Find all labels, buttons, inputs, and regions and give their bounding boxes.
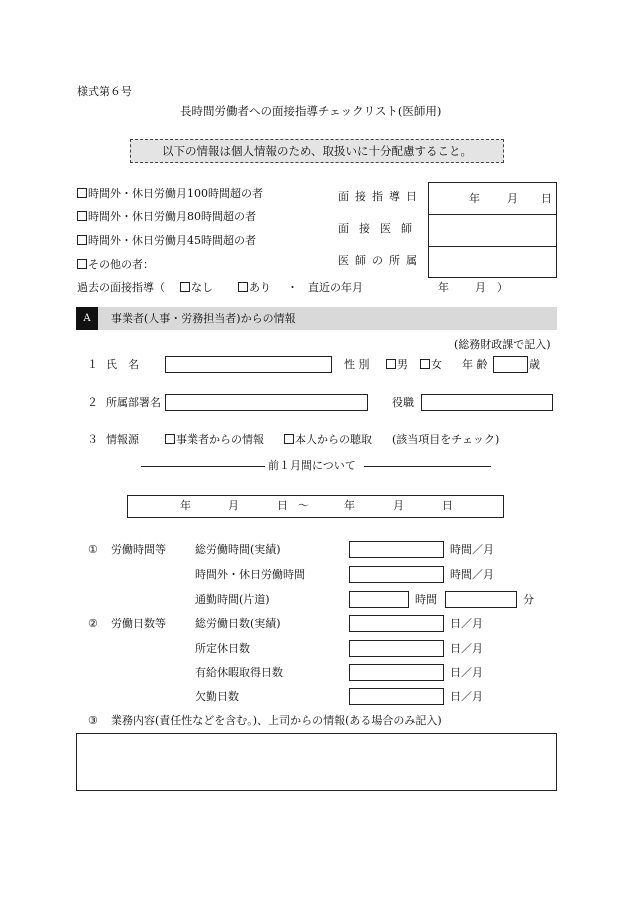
checkbox[interactable]	[77, 211, 87, 221]
source-self[interactable]	[284, 433, 372, 447]
paid-leave-input[interactable]	[349, 664, 444, 681]
option-label: 本人からの聴取	[295, 433, 372, 446]
job-content-textarea[interactable]	[76, 733, 557, 791]
criteria-other[interactable]	[77, 258, 154, 272]
date-year: 年	[469, 192, 480, 205]
period-start-month: 月	[228, 499, 239, 512]
section-a-title: 事業者(人事・労務担当者)からの情報	[111, 312, 296, 325]
total-days-unit: 日／月	[450, 617, 483, 630]
page-title: 長時間労働者への面接指導チェックリスト(医師用)	[180, 104, 442, 118]
work-days-label: 労働日数等	[111, 617, 166, 630]
checkbox[interactable]	[180, 282, 190, 292]
checkbox[interactable]	[386, 359, 396, 369]
past-guidance-label: 過去の面接指導（	[77, 281, 165, 294]
period-tilde: ～	[298, 499, 309, 512]
checkbox[interactable]	[420, 359, 430, 369]
form-number: 様式第６号	[77, 85, 132, 98]
recent-month: 月	[475, 281, 486, 294]
commute-minutes-input[interactable]	[445, 591, 517, 608]
period-box[interactable]	[127, 495, 504, 518]
gender-male[interactable]	[386, 358, 408, 372]
total-hours-input[interactable]	[349, 541, 444, 558]
source-employer[interactable]	[165, 433, 264, 447]
row3-number: ３	[87, 433, 98, 446]
criteria-80h[interactable]	[77, 210, 256, 224]
absence-unit: 日／月	[450, 690, 483, 703]
separator-dot: ・	[287, 281, 298, 294]
criteria-label: その他の者：	[88, 258, 154, 271]
doctor-affiliation-field[interactable]	[429, 247, 556, 278]
option-label: 男	[397, 358, 408, 371]
past-guidance-yes[interactable]	[238, 281, 271, 295]
age-unit: 歳	[529, 358, 540, 371]
option-label: 事業者からの情報	[176, 433, 264, 446]
holidays-label: 所定休日数	[195, 642, 250, 655]
age-label: 年 齢	[462, 358, 488, 371]
checkbox[interactable]	[77, 259, 87, 269]
recent-year: 年	[438, 281, 449, 294]
option-label: 女	[431, 358, 442, 371]
period-end-month: 月	[393, 499, 404, 512]
overtime-hours-label: 時間外・休日労働時間	[195, 568, 305, 581]
row2-number: ２	[87, 396, 98, 409]
checkbox[interactable]	[284, 434, 294, 444]
absence-label: 欠勤日数	[195, 690, 239, 703]
interview-date-field[interactable]	[429, 183, 556, 214]
period-start-year: 年	[180, 499, 191, 512]
recent-date-label: 直近の年月	[308, 281, 363, 294]
heading-rule-right	[364, 466, 491, 467]
commute-hours-unit: 時間	[415, 593, 437, 606]
period-heading: 前１月間について	[268, 459, 356, 472]
checkbox[interactable]	[165, 434, 175, 444]
date-day: 日	[541, 192, 552, 205]
checkbox[interactable]	[77, 188, 87, 198]
gender-female[interactable]	[420, 358, 442, 372]
interview-info-table	[428, 182, 557, 278]
age-input[interactable]	[493, 356, 528, 373]
criteria-100h[interactable]	[77, 187, 263, 201]
row1-number: １	[87, 358, 98, 371]
period-start-day: 日	[277, 499, 288, 512]
criteria-label: 時間外・休日労働月100時間超の者	[88, 187, 263, 200]
name-input[interactable]	[165, 356, 332, 373]
past-guidance-none[interactable]	[180, 281, 213, 295]
doctor-affiliation-label: 医師の所属	[338, 254, 423, 267]
commute-hours-input[interactable]	[349, 591, 409, 608]
commute-label: 通勤時間(片道)	[195, 593, 270, 606]
overtime-hours-unit: 時間／月	[450, 568, 494, 581]
job-content-number: ③	[88, 714, 98, 727]
section-a-letter: A	[76, 307, 98, 330]
criteria-label: 時間外・休日労働月45時間超の者	[88, 234, 256, 247]
holidays-input[interactable]	[349, 640, 444, 657]
date-month: 月	[507, 192, 518, 205]
period-end-year: 年	[344, 499, 355, 512]
absence-input[interactable]	[349, 688, 444, 705]
option-label: あり	[249, 281, 271, 294]
work-hours-number: ①	[88, 543, 98, 556]
paid-leave-label: 有給休暇取得日数	[195, 666, 283, 679]
job-content-label: 業務内容(責任性などを含む。)、上司からの情報(ある場合のみ記入)	[111, 714, 442, 727]
period-end-day: 日	[442, 499, 453, 512]
total-hours-unit: 時間／月	[450, 543, 494, 556]
heading-rule-left	[141, 466, 265, 467]
total-days-label: 総労働日数(実績)	[195, 617, 281, 630]
checkbox[interactable]	[77, 235, 87, 245]
criteria-label: 時間外・休日労働月80時間超の者	[88, 210, 256, 223]
section-a-note: (総務財政課で記入)	[454, 338, 551, 351]
source-label: 情報源	[106, 433, 139, 446]
name-label: 氏 名	[106, 358, 139, 371]
interview-doctor-field[interactable]	[429, 215, 556, 246]
total-hours-label: 総労働時間(実績)	[195, 543, 281, 556]
interview-date-label: 面接指導日	[338, 190, 423, 203]
position-input[interactable]	[421, 394, 553, 411]
privacy-notice: 以下の情報は個人情報のため、取扱いに十分配慮すること。	[130, 139, 504, 163]
checkbox[interactable]	[238, 282, 248, 292]
source-note: (該当項目をチェック)	[392, 433, 500, 446]
dept-input[interactable]	[165, 394, 368, 411]
total-days-input[interactable]	[349, 615, 444, 632]
commute-minutes-unit: 分	[523, 593, 534, 606]
gender-label: 性 別	[344, 358, 370, 371]
interview-doctor-label: 面接医師	[338, 222, 422, 235]
work-days-number: ②	[88, 617, 98, 630]
close-paren: ）	[497, 281, 508, 294]
paid-leave-unit: 日／月	[450, 666, 483, 679]
criteria-45h[interactable]	[77, 234, 256, 248]
dept-label: 所属部署名	[106, 396, 161, 409]
position-label: 役職	[392, 396, 414, 409]
work-hours-label: 労働時間等	[111, 543, 166, 556]
holidays-unit: 日／月	[450, 642, 483, 655]
overtime-hours-input[interactable]	[349, 566, 444, 583]
option-label: なし	[191, 281, 213, 294]
